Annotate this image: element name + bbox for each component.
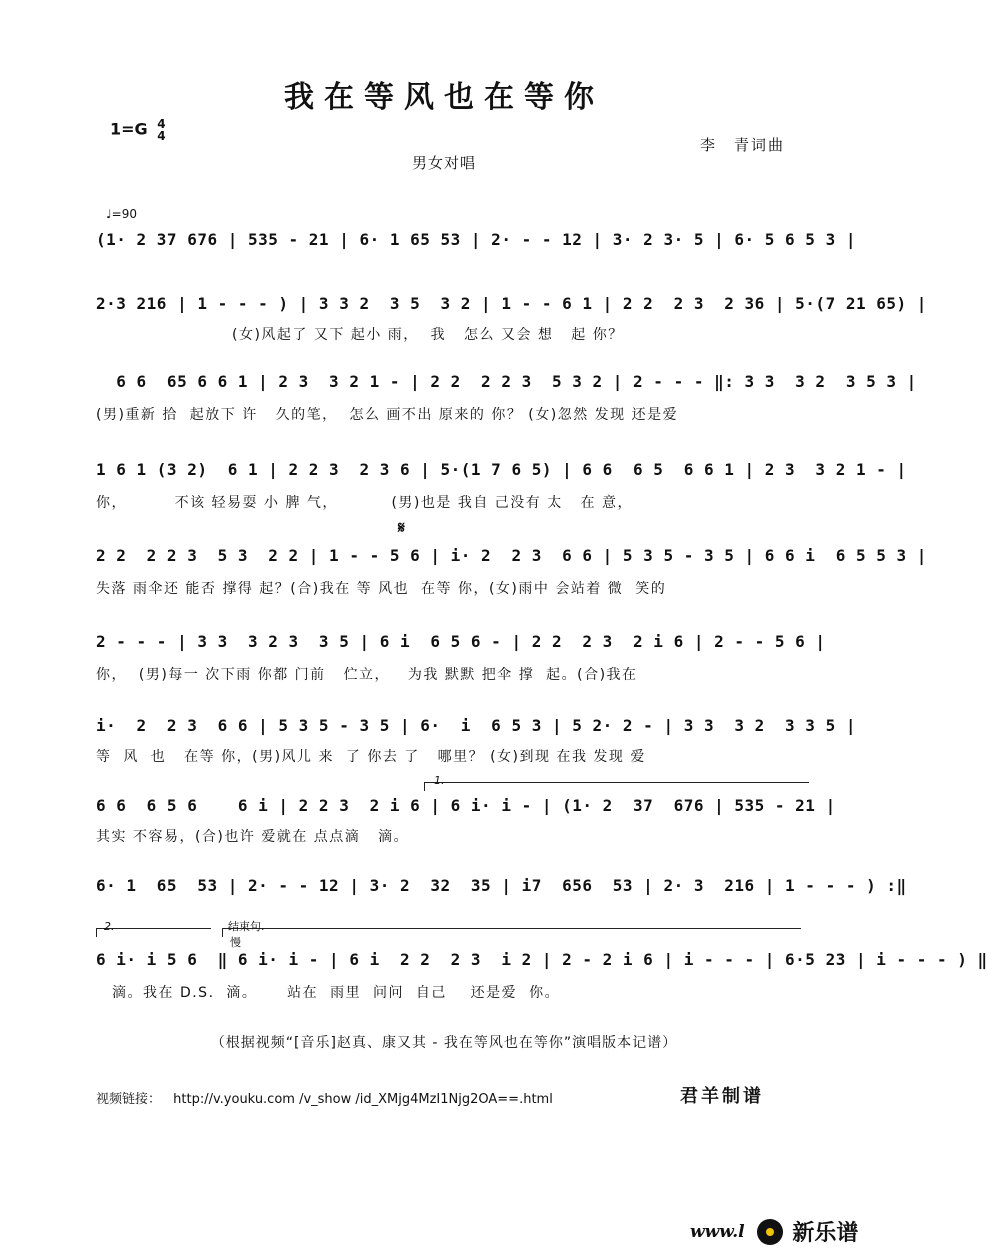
notation-line: 1 6 1 (3 2) 6 1 | 2 2 3 2 3 6 | 5·(1 7 6 5) | 6 6 6 5 6 6 1 | 2 3 3 2 1 - |	[96, 460, 907, 479]
score-title: 我在等风也在等你	[284, 80, 604, 115]
time-signature	[157, 118, 165, 142]
source-note: （根据视频“[音乐]赵真、康又其 - 我在等风也在等你”演唱版本记谱）	[210, 1035, 678, 1051]
lyric-line: (男)重新 拾 起放下 许 久的笔， 怎么 画不出 原来的 你？ (女)忽然 发现 还是爱	[96, 407, 679, 423]
site-watermark	[690, 1216, 858, 1247]
lyric-line: 其实 不容易，(合)也许 爱就在 点点滴 滴。	[96, 829, 410, 845]
watermark-url: www.l	[690, 1221, 745, 1242]
video-link-label: 视频链接：	[96, 1092, 162, 1107]
key-label: 1=G	[110, 119, 148, 139]
notation-line: 6 6 65 6 6 1 | 2 3 3 2 1 - | 2 2 2 2 3 5 3 2 | 2 - - - ‖: 3 3 3 2 3 5 3 |	[96, 372, 917, 391]
notation-line: 6 i· i 5 6 ‖ 6 i· i - | 6 i 2 2 2 3 i 2 | 2 - 2 i 6 | i - - - | 6·5 23 | i - - - ) ‖	[96, 950, 988, 969]
key-signature	[110, 118, 166, 142]
segno-sign: 𝄋	[398, 518, 405, 537]
subtitle: 男女对唱	[412, 154, 477, 172]
watermark-name: 新乐谱	[792, 1221, 859, 1246]
video-link-url[interactable]: http://v.youku.com /v_show /id_XMjg4MzI1Njg2OA==.html	[173, 1092, 553, 1107]
meter-bottom: 4	[157, 129, 166, 143]
video-link	[96, 1088, 553, 1107]
closing-phrase-bracket	[222, 928, 801, 937]
lyric-line: 失落 雨伞还 能否 撑得 起？(合)我在 等 风也 在等 你，(女)雨中 会站着 微 笑的	[96, 581, 667, 597]
first-ending-bracket	[424, 782, 809, 791]
notation-line: (1· 2 37 676 | 535 - 21 | 6· 1 65 53 | 2· - - 12 | 3· 2 3· 5 | 6· 5 6 5 3 |	[96, 230, 856, 249]
notation-line: 2·3 216 | 1 - - - ) | 3 3 2 3 5 3 2 | 1 - - 6 1 | 2 2 2 3 2 36 | 5·(7 21 65) |	[96, 294, 927, 313]
slow-marking: 慢	[230, 936, 241, 949]
lyric-line: 你， (男)每一 次下雨 你都 门前 伫立， 为我 默默 把伞 撑 起。(合)我在	[96, 667, 638, 683]
closing-phrase-label: 结束句.	[228, 920, 265, 933]
notation-line: i· 2 2 3 6 6 | 5 3 5 - 3 5 | 6· i 6 5 3 | 5 2· 2 - | 3 3 3 2 3 3 5 |	[96, 716, 856, 735]
notation-line: 6 6 6 5 6 6 i | 2 2 3 2 i 6 | 6 i· i - | (1· 2 37 676 | 535 - 21 |	[96, 796, 836, 815]
record-disc-icon	[757, 1219, 783, 1245]
meter-top: 4	[157, 117, 166, 131]
lyric-line: 滴。我在 D.S. 滴。 站在 雨里 问问 自己 还是爱 你。	[112, 985, 561, 1001]
arranger-signature: 君羊制谱	[680, 1086, 764, 1107]
lyric-line: 等 风 也 在等 你，(男)风儿 来 了 你去 了 哪里？ (女)到现 在我 发现 爱	[96, 749, 646, 765]
lyric-line: 你， 不该 轻易耍 小 脾 气， (男)也是 我自 己没有 太 在 意，	[96, 495, 634, 511]
notation-line: 2 2 2 2 3 5 3 2 2 | 1 - - 5 6 | i· 2 2 3 6 6 | 5 3 5 - 3 5 | 6 6 i 6 5 5 3 |	[96, 546, 927, 565]
notation-line: 2 - - - | 3 3 3 2 3 3 5 | 6 i 6 5 6 - | 2 2 2 3 2 i 6 | 2 - - 5 6 |	[96, 632, 826, 651]
second-ending-label: 2.	[104, 920, 115, 933]
first-ending-label: 1.	[434, 774, 445, 787]
lyric-line: (女)风起了 又下 起小 雨， 我 怎么 又会 想 起 你？	[232, 327, 624, 343]
notation-line: 6· 1 65 53 | 2· - - 12 | 3· 2 32 35 | i7 656 53 | 2· 3 216 | 1 - - - ) :‖	[96, 876, 907, 895]
tempo-marking: ♩=90	[106, 207, 137, 221]
credits: 李 青词曲	[700, 136, 786, 154]
